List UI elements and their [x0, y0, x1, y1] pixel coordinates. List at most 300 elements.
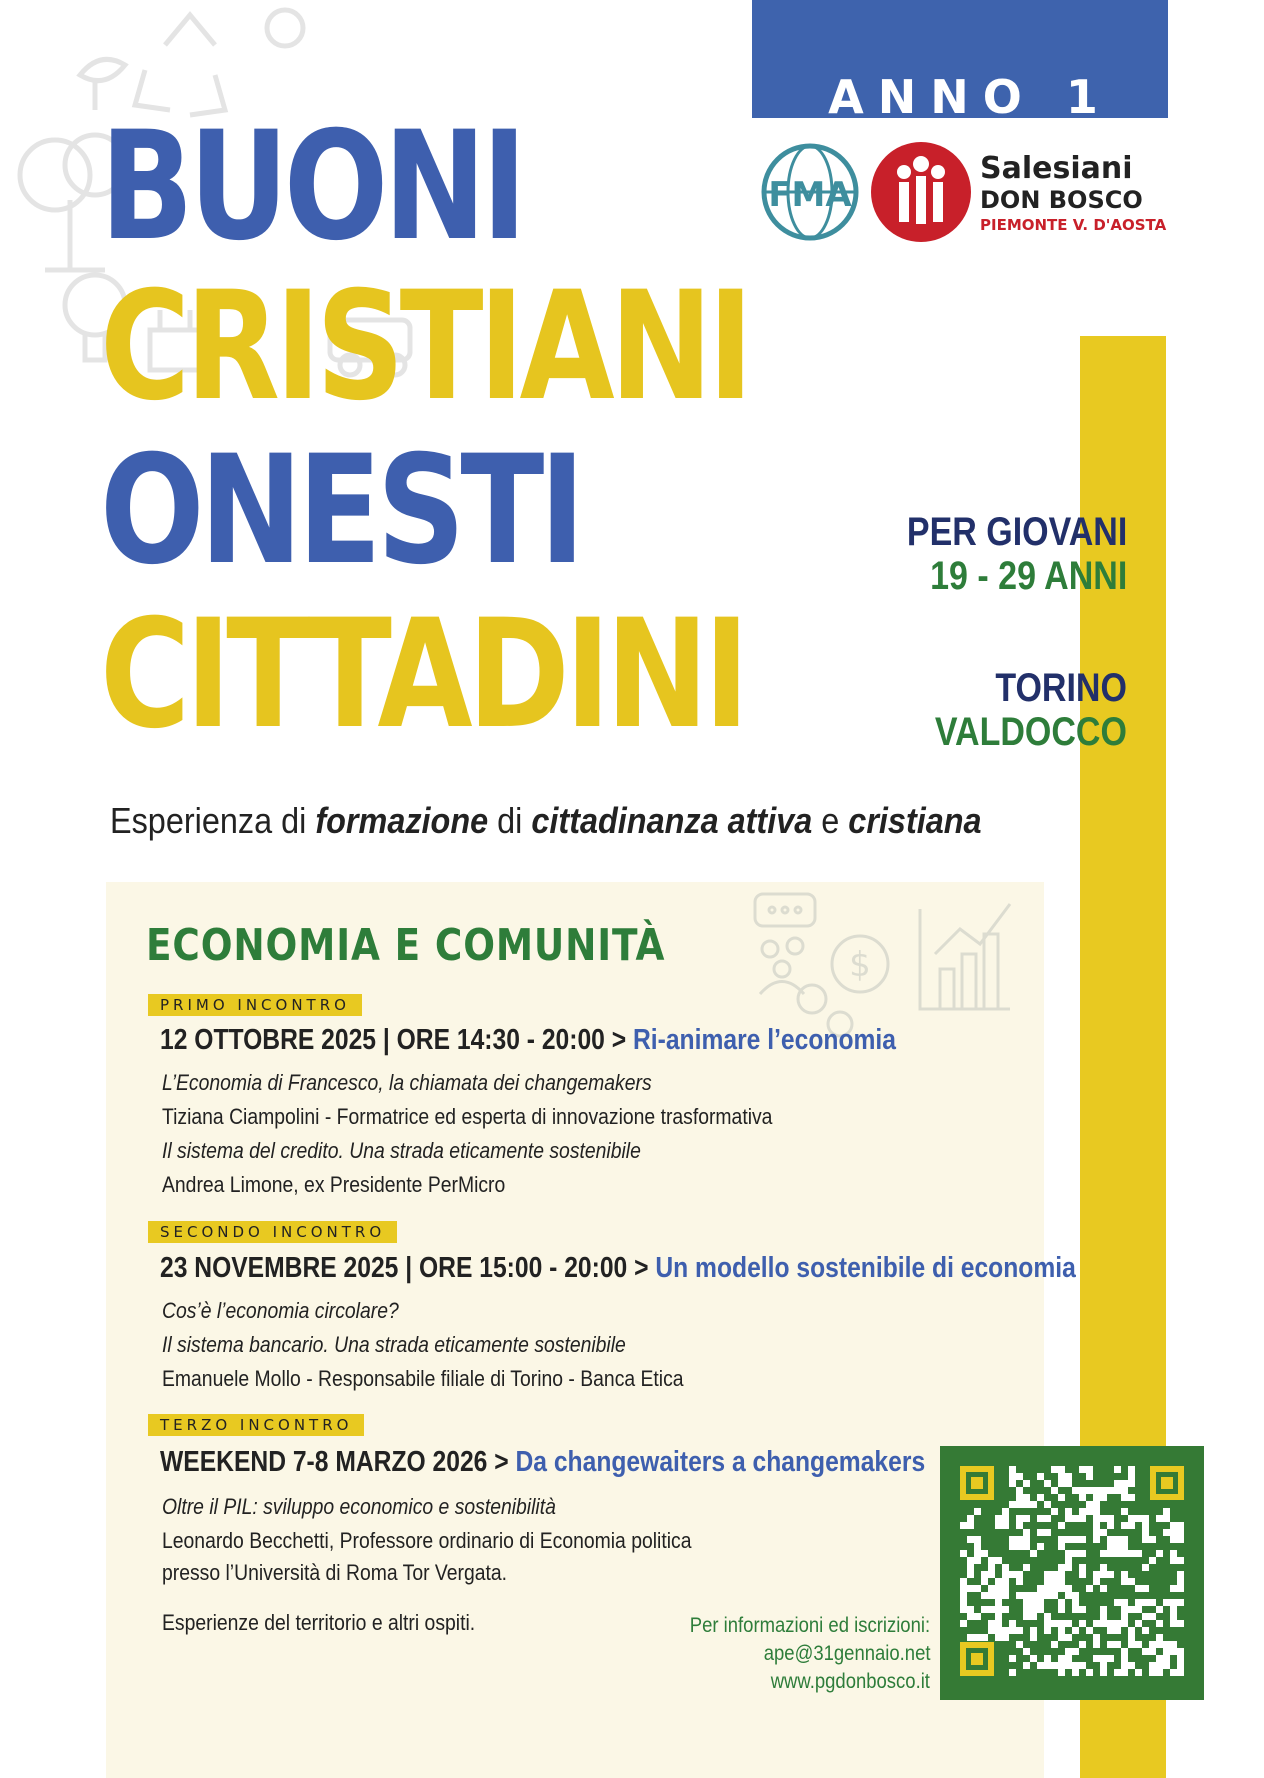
qr-module [1093, 1522, 1100, 1529]
qr-module [967, 1613, 974, 1620]
qr-module [1030, 1655, 1037, 1662]
qr-module [1100, 1613, 1107, 1620]
qr-module [960, 1599, 967, 1606]
qr-module [960, 1606, 967, 1613]
qr-module [1121, 1550, 1128, 1557]
qr-module [1086, 1627, 1093, 1634]
location-line2: VALDOCCO [934, 710, 1127, 754]
qr-module [981, 1606, 988, 1613]
qr-module [1058, 1585, 1065, 1592]
qr-module [1009, 1466, 1016, 1473]
contact-website[interactable]: www.pgdonbosco.it [770, 1670, 930, 1693]
qr-module [1121, 1620, 1128, 1627]
qr-module [995, 1627, 1002, 1634]
qr-module [1023, 1648, 1030, 1655]
qr-module [1170, 1536, 1177, 1543]
qr-module [1016, 1494, 1023, 1501]
qr-module [1065, 1662, 1072, 1669]
logos [758, 140, 1178, 250]
qr-module [1163, 1641, 1170, 1648]
session-line: Oltre il PIL: sviluppo economico e sostenibilità [162, 1494, 556, 1519]
qr-module [1016, 1473, 1023, 1480]
qr-module [995, 1557, 1002, 1564]
qr-module [1065, 1550, 1072, 1557]
qr-module [1114, 1620, 1121, 1627]
qr-module [1065, 1585, 1072, 1592]
qr-module [1079, 1662, 1086, 1669]
qr-module [1037, 1662, 1044, 1669]
qr-module [1100, 1564, 1107, 1571]
qr-module [1065, 1473, 1072, 1480]
qr-module [1002, 1606, 1009, 1613]
qr-module [995, 1599, 1002, 1606]
qr-module [1093, 1641, 1100, 1648]
qr-module [988, 1564, 995, 1571]
qr-module [1072, 1592, 1079, 1599]
qr-module [1051, 1620, 1058, 1627]
qr-module [1156, 1515, 1163, 1522]
qr-module [1121, 1480, 1128, 1487]
qr-module [1121, 1536, 1128, 1543]
qr-module [1002, 1508, 1009, 1515]
qr-module [1135, 1606, 1142, 1613]
qr-module [1009, 1627, 1016, 1634]
qr-module [1044, 1585, 1051, 1592]
qr-finder-top-right [1150, 1466, 1184, 1500]
qr-module [1037, 1592, 1044, 1599]
qr-module [1142, 1529, 1149, 1536]
qr-module [988, 1571, 995, 1578]
qr-module [1079, 1606, 1086, 1613]
qr-module [1023, 1662, 1030, 1669]
qr-module [1170, 1641, 1177, 1648]
subtitle-part5: e [812, 800, 849, 841]
session-line: Leonardo Becchetti, Professore ordinario di Economia politica [162, 1528, 692, 1553]
qr-module [1065, 1564, 1072, 1571]
qr-module [1086, 1669, 1093, 1676]
qr-module [967, 1564, 974, 1571]
qr-module [988, 1620, 995, 1627]
qr-module [1128, 1466, 1135, 1473]
qr-module [981, 1592, 988, 1599]
qr-module [1023, 1606, 1030, 1613]
subtitle-part6: cristiana [848, 800, 982, 841]
qr-module [1100, 1585, 1107, 1592]
qr-module [1163, 1655, 1170, 1662]
qr-module [1093, 1655, 1100, 1662]
qr-module [974, 1550, 981, 1557]
session-line: presso l’Università di Roma Tor Vergata. [162, 1560, 508, 1585]
qr-module [1156, 1662, 1163, 1669]
session-arrow: > [627, 1252, 656, 1284]
session-line: Tiziana Ciampolini - Formatrice ed esperta di innovazione trasformativa [162, 1104, 773, 1129]
qr-module [995, 1585, 1002, 1592]
qr-module [1156, 1641, 1163, 1648]
qr-module [1016, 1515, 1023, 1522]
session-tag: TERZO INCONTRO [148, 1414, 364, 1436]
qr-module [1149, 1557, 1156, 1564]
qr-module [1002, 1515, 1009, 1522]
qr-module [1121, 1522, 1128, 1529]
qr-module [960, 1592, 967, 1599]
qr-module [1093, 1634, 1100, 1641]
qr-module [1093, 1571, 1100, 1578]
subtitle-part2: formazione [315, 800, 489, 841]
qr-module [1051, 1487, 1058, 1494]
qr-module [1065, 1557, 1072, 1564]
session-line: Il sistema bancario. Una strada eticamente sostenibile [162, 1332, 626, 1357]
qr-module [1079, 1466, 1086, 1473]
session-topic: Ri-animare l’economia [632, 1024, 896, 1056]
qr-module [1044, 1529, 1051, 1536]
qr-module [1114, 1487, 1121, 1494]
qr-module [1086, 1508, 1093, 1515]
session-line: Andrea Limone, ex Presidente PerMicro [162, 1172, 506, 1197]
qr-module [1058, 1655, 1065, 1662]
qr-module [1037, 1599, 1044, 1606]
qr-module [1135, 1641, 1142, 1648]
qr-module [1030, 1634, 1037, 1641]
qr-module [1037, 1473, 1044, 1480]
qr-module [1142, 1585, 1149, 1592]
extra-note: Esperienze del territorio e altri ospiti. [162, 1610, 476, 1635]
qr-module [1163, 1529, 1170, 1536]
qr-module [1107, 1620, 1114, 1627]
title-line-3: ONESTI [100, 424, 581, 598]
qr-module [1107, 1487, 1114, 1494]
qr-module [1002, 1585, 1009, 1592]
qr-module [974, 1536, 981, 1543]
qr-module [1177, 1578, 1184, 1585]
session-topic: Un modello sostenibile di economia [655, 1252, 1076, 1284]
qr-module [1121, 1599, 1128, 1606]
qr-module [1023, 1599, 1030, 1606]
qr-module [1170, 1599, 1177, 1606]
qr-module [1156, 1606, 1163, 1613]
qr-module [1044, 1613, 1051, 1620]
qr-module [1016, 1536, 1023, 1543]
qr-module [1037, 1494, 1044, 1501]
qr-module [1114, 1543, 1121, 1550]
qr-module [1079, 1487, 1086, 1494]
qr-module [1051, 1585, 1058, 1592]
qr-module [1023, 1592, 1030, 1599]
qr-module [1086, 1501, 1093, 1508]
qr-module [1170, 1585, 1177, 1592]
qr-code[interactable] [960, 1466, 1184, 1676]
qr-module [1128, 1550, 1135, 1557]
coin-icon [798, 985, 826, 1013]
qr-module [1128, 1627, 1135, 1634]
subtitle-part4: cittadinanza attiva [531, 800, 813, 841]
qr-module [1100, 1529, 1107, 1536]
qr-module [1058, 1522, 1065, 1529]
qr-module [1023, 1501, 1030, 1508]
qr-module [1079, 1550, 1086, 1557]
qr-module [1114, 1480, 1121, 1487]
qr-module [1177, 1571, 1184, 1578]
qr-module [995, 1620, 1002, 1627]
qr-module [1177, 1529, 1184, 1536]
qr-module [1114, 1550, 1121, 1557]
qr-module [1107, 1550, 1114, 1557]
qr-module [1177, 1522, 1184, 1529]
qr-module [1065, 1515, 1072, 1522]
qr-module [1009, 1543, 1016, 1550]
qr-module [1170, 1557, 1177, 1564]
audience-block [907, 510, 1127, 598]
qr-module [1170, 1620, 1177, 1627]
qr-module [960, 1550, 967, 1557]
qr-module [1079, 1564, 1086, 1571]
qr-module [1044, 1578, 1051, 1585]
session-topic: Da changewaiters a changemakers [515, 1446, 926, 1478]
qr-module [988, 1606, 995, 1613]
target-icon [267, 10, 303, 46]
qr-module [960, 1522, 967, 1529]
qr-module [1177, 1557, 1184, 1564]
chat-bubble-icon [755, 894, 815, 926]
qr-module [1093, 1620, 1100, 1627]
qr-module [1163, 1648, 1170, 1655]
qr-module [1128, 1494, 1135, 1501]
qr-module [1100, 1620, 1107, 1627]
qr-module [1023, 1536, 1030, 1543]
qr-module [1058, 1480, 1065, 1487]
qr-module [1100, 1494, 1107, 1501]
qr-module [1079, 1536, 1086, 1543]
qr-module [995, 1606, 1002, 1613]
qr-module [1072, 1599, 1079, 1606]
qr-module [1149, 1613, 1156, 1620]
qr-module [1128, 1480, 1135, 1487]
qr-module [1072, 1487, 1079, 1494]
qr-module [1058, 1669, 1065, 1676]
qr-module [1058, 1662, 1065, 1669]
qr-module [1121, 1578, 1128, 1585]
qr-module [1149, 1662, 1156, 1669]
session-datetime: 23 NOVEMBRE 2025 | ORE 15:00 - 20:00 [160, 1252, 628, 1284]
economy-icons [740, 884, 1020, 1044]
session-heading [160, 1446, 925, 1479]
qr-module [1156, 1655, 1163, 1662]
qr-module [1065, 1480, 1072, 1487]
subtitle [110, 800, 982, 842]
qr-module [1135, 1515, 1142, 1522]
qr-module [1009, 1473, 1016, 1480]
qr-module [995, 1522, 1002, 1529]
qr-module [1163, 1508, 1170, 1515]
contact-email[interactable]: ape@31gennaio.net [763, 1642, 930, 1665]
qr-module [1142, 1599, 1149, 1606]
qr-module [1142, 1613, 1149, 1620]
location-line1: TORINO [995, 666, 1127, 710]
qr-module [1086, 1466, 1093, 1473]
qr-module [1093, 1487, 1100, 1494]
qr-module [988, 1557, 995, 1564]
qr-module [988, 1627, 995, 1634]
qr-module [974, 1557, 981, 1564]
qr-module [1044, 1662, 1051, 1669]
qr-module [1142, 1564, 1149, 1571]
qr-module [1058, 1536, 1065, 1543]
session-tag: SECONDO INCONTRO [148, 1221, 397, 1243]
qr-module [1051, 1508, 1058, 1515]
qr-module [1121, 1662, 1128, 1669]
qr-module [1079, 1641, 1086, 1648]
qr-module [1009, 1480, 1016, 1487]
title-line-4: CITTADINI [100, 588, 745, 762]
session-datetime: WEEKEND 7-8 MARZO 2026 [160, 1446, 488, 1478]
qr-module [1016, 1571, 1023, 1578]
qr-module [1100, 1571, 1107, 1578]
qr-module [1079, 1571, 1086, 1578]
qr-module [1114, 1669, 1121, 1676]
qr-module [1030, 1599, 1037, 1606]
qr-module [988, 1592, 995, 1599]
qr-module [1044, 1655, 1051, 1662]
qr-module [967, 1634, 974, 1641]
qr-module [1002, 1592, 1009, 1599]
qr-module [1023, 1515, 1030, 1522]
qr-module [1044, 1480, 1051, 1487]
qr-module [1065, 1592, 1072, 1599]
session-heading [160, 1252, 1076, 1285]
salesiani-line1: Salesiani [980, 151, 1133, 186]
qr-module [1093, 1508, 1100, 1515]
qr-module [967, 1571, 974, 1578]
qr-module [1002, 1634, 1009, 1641]
qr-module [1149, 1648, 1156, 1655]
qr-module [1121, 1606, 1128, 1613]
qr-module [1128, 1662, 1135, 1669]
qr-module [995, 1613, 1002, 1620]
qr-module [1086, 1585, 1093, 1592]
qr-module [967, 1557, 974, 1564]
fma-logo [764, 146, 856, 238]
qr-module [1107, 1655, 1114, 1662]
anno-label: ANNO 1 [828, 70, 1112, 124]
qr-module [1114, 1466, 1121, 1473]
qr-module [1100, 1550, 1107, 1557]
qr-module [1156, 1634, 1163, 1641]
qr-module [1030, 1592, 1037, 1599]
qr-module [1149, 1599, 1156, 1606]
svg-text:$: $ [849, 945, 871, 985]
qr-module [1093, 1578, 1100, 1585]
qr-module [1100, 1515, 1107, 1522]
qr-module [1058, 1564, 1065, 1571]
session-arrow: > [487, 1446, 516, 1478]
qr-module [1072, 1662, 1079, 1669]
qr-module [1149, 1669, 1156, 1676]
qr-module [1016, 1641, 1023, 1648]
qr-module [1177, 1655, 1184, 1662]
qr-module [1114, 1627, 1121, 1634]
qr-module [967, 1606, 974, 1613]
qr-module [1177, 1669, 1184, 1676]
qr-module [1142, 1536, 1149, 1543]
qr-module [1079, 1508, 1086, 1515]
qr-module [974, 1634, 981, 1641]
qr-module [1114, 1536, 1121, 1543]
session-line: Il sistema del credito. Una strada eticamente sostenibile [162, 1138, 641, 1163]
qr-module [1037, 1515, 1044, 1522]
qr-module [1072, 1648, 1079, 1655]
qr-module [1023, 1529, 1030, 1536]
audience-line1: PER GIOVANI [906, 510, 1127, 554]
qr-module [974, 1613, 981, 1620]
qr-module [1030, 1550, 1037, 1557]
qr-module [1058, 1466, 1065, 1473]
qr-module [1100, 1606, 1107, 1613]
qr-module [1107, 1536, 1114, 1543]
qr-module [1114, 1641, 1121, 1648]
qr-module [1177, 1662, 1184, 1669]
qr-module [967, 1536, 974, 1543]
qr-module [1121, 1613, 1128, 1620]
qr-module [1086, 1487, 1093, 1494]
qr-module [1093, 1515, 1100, 1522]
qr-module [1156, 1669, 1163, 1676]
salesiani-logo [871, 142, 1167, 242]
qr-module [1058, 1494, 1065, 1501]
qr-module [1065, 1655, 1072, 1662]
qr-module [967, 1585, 974, 1592]
qr-module [974, 1585, 981, 1592]
title-line-1: BUONI [100, 100, 523, 274]
session-tag: PRIMO INCONTRO [148, 994, 362, 1016]
qr-module [1030, 1501, 1037, 1508]
qr-module [1002, 1564, 1009, 1571]
qr-module [1128, 1522, 1135, 1529]
qr-module [988, 1585, 995, 1592]
qr-module [1100, 1669, 1107, 1676]
qr-module [995, 1578, 1002, 1585]
qr-module [1100, 1487, 1107, 1494]
qr-module [1037, 1543, 1044, 1550]
qr-module [1009, 1669, 1016, 1676]
qr-finder-top-left [960, 1466, 994, 1500]
qr-module [1121, 1543, 1128, 1550]
qr-module [974, 1543, 981, 1550]
session-heading [160, 1024, 896, 1057]
qr-module [1086, 1473, 1093, 1480]
session-line: L’Economia di Francesco, la chiamata dei changemakers [162, 1070, 652, 1095]
qr-module [1142, 1515, 1149, 1522]
qr-module [967, 1522, 974, 1529]
qr-module [1065, 1508, 1072, 1515]
qr-module [1016, 1487, 1023, 1494]
qr-module [995, 1592, 1002, 1599]
qr-module [1072, 1550, 1079, 1557]
qr-module [1009, 1536, 1016, 1543]
qr-module [1156, 1620, 1163, 1627]
qr-module [1023, 1564, 1030, 1571]
qr-module [1044, 1592, 1051, 1599]
session-datetime: 12 OTTOBRE 2025 | ORE 14:30 - 20:00 [160, 1024, 605, 1056]
qr-module [1065, 1536, 1072, 1543]
qr-module [1128, 1634, 1135, 1641]
qr-module [1044, 1620, 1051, 1627]
qr-module [1107, 1571, 1114, 1578]
qr-module [1142, 1648, 1149, 1655]
audience-line2: 19 - 29 ANNI [929, 554, 1127, 598]
qr-module [1030, 1613, 1037, 1620]
qr-module [1156, 1550, 1163, 1557]
qr-module [1177, 1648, 1184, 1655]
qr-module [1051, 1578, 1058, 1585]
